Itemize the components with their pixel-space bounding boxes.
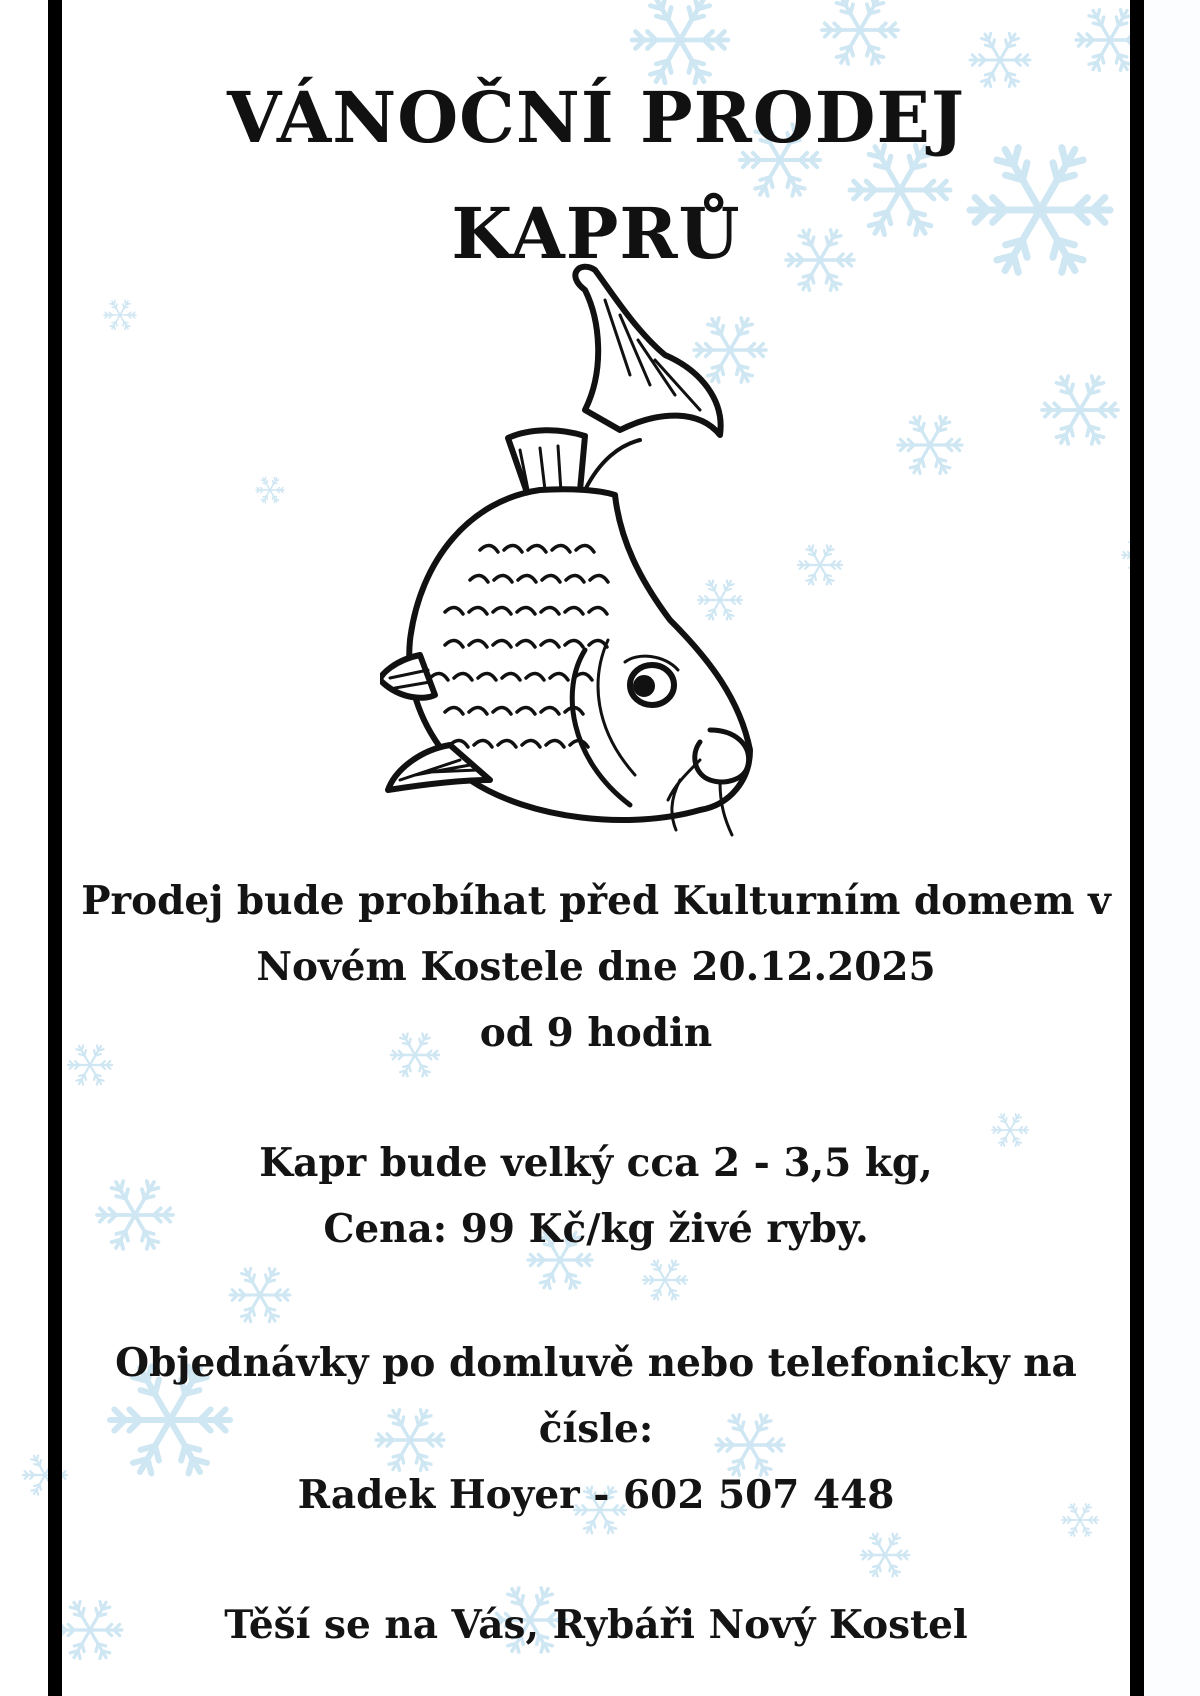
- poster-title: [62, 60, 1130, 292]
- snowflake-icon: [230, 1268, 290, 1321]
- order-line-1: Objednávky po domluvě nebo telefonicky na: [115, 1340, 1077, 1386]
- price-info-block: [62, 1130, 1130, 1262]
- closing-line-block: [62, 1592, 1130, 1658]
- title-line-1: VÁNOČNÍ PRODEJ: [227, 76, 965, 159]
- size-line: Kapr bude velký cca 2 - 3,5 kg,: [259, 1140, 933, 1186]
- left-border-bar: [48, 0, 62, 1696]
- sale-location-line: Prodej bude probíhat před Kulturním domem v: [81, 878, 1111, 924]
- sale-date-line: Novém Kostele dne 20.12.2025: [256, 944, 936, 990]
- snowflake-icon: [1042, 376, 1118, 444]
- sale-info-block: [62, 868, 1130, 1066]
- right-border-bar: [1130, 0, 1144, 1696]
- contact-line: Radek Hoyer - 602 507 448: [297, 1472, 895, 1518]
- order-info-block: [62, 1330, 1130, 1528]
- title-line-2: KAPRŮ: [451, 192, 741, 275]
- snowflake-icon: [861, 1534, 909, 1577]
- snowflake-icon: [822, 0, 898, 64]
- snowflake-icon: [643, 1260, 687, 1299]
- closing-line: Těší se na Vás, Rybáři Nový Kostel: [224, 1602, 968, 1648]
- carp-fish-icon: [380, 260, 820, 850]
- price-line: Cena: 99 Kč/kg živé ryby.: [323, 1206, 869, 1252]
- sale-time-line: od 9 hodin: [479, 1010, 713, 1056]
- right-margin: [1144, 0, 1200, 1696]
- snowflake-icon: [104, 301, 136, 330]
- order-line-2: čísle:: [538, 1406, 654, 1452]
- snowflake-icon: [256, 478, 284, 503]
- snowflake-icon: [898, 416, 962, 473]
